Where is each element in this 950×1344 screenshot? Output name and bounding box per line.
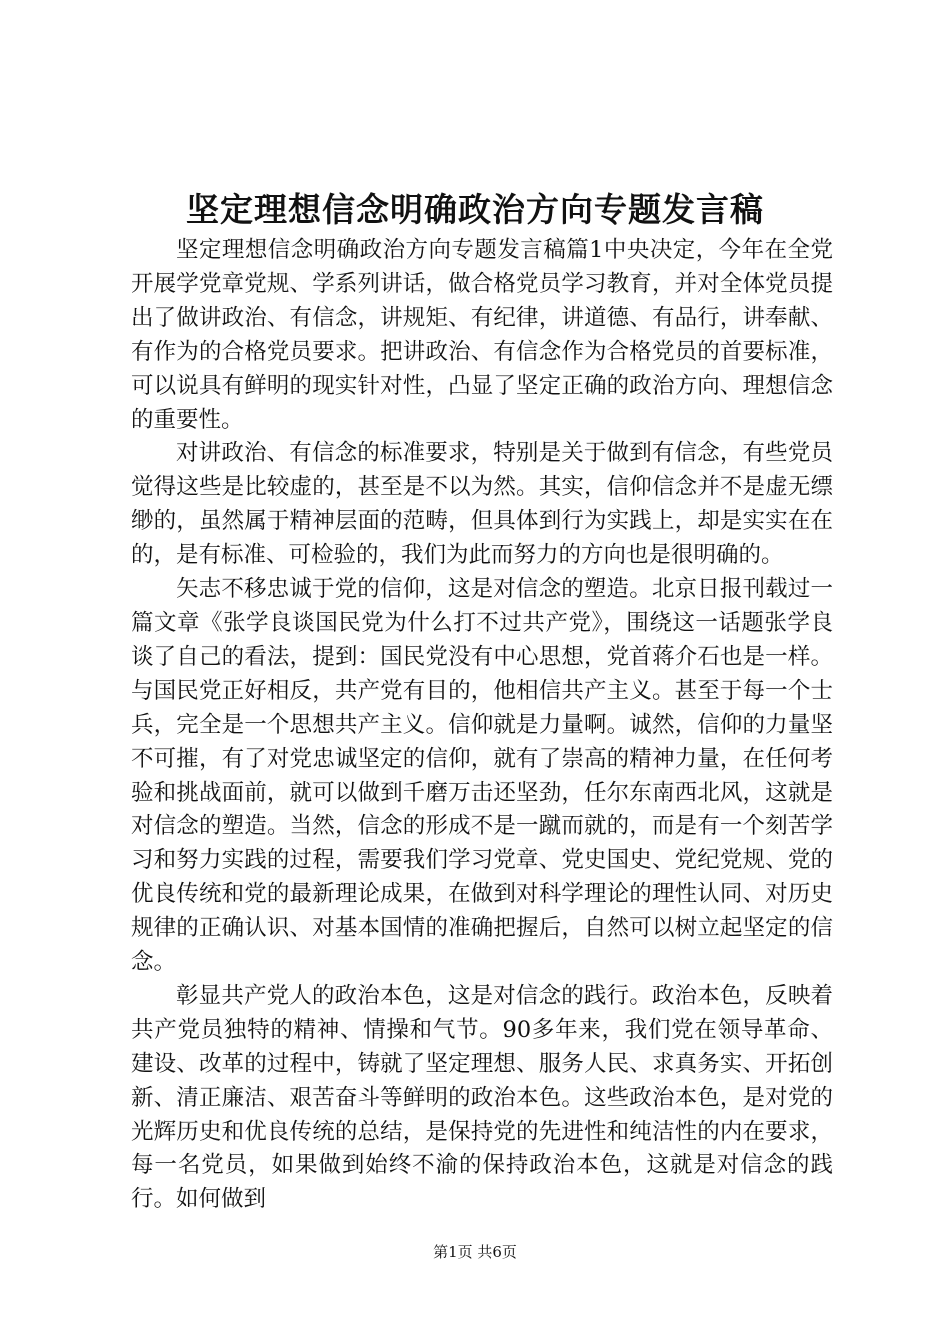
document-body [131,234,833,1217]
paragraph-4: 彰显共产党人的政治本色，这是对信念的践行。政治本色，反映着共产党员独特的精神、情操和气节。90多年来，我们党在领导革命、建设、改革的过程中，铸就了坚定理想、服务人民、求真务实、开拓创新、清正廉洁、艰苦奋斗等鲜明的政治本色。这些政治本色，是对党的光辉历史和优良传统的总结，是保持党的先进性和纯洁性的内在要求，每一名党员，如果做到始终不渝的保持政治本色，这就是对信念的践行。如何做到 [131,982,833,1213]
paragraph-1: 坚定理想信念明确政治方向专题发言稿篇1中央决定，今年在全党开展学党章党规、学系列讲话，做合格党员学习教育，并对全体党员提出了做讲政治、有信念，讲规矩、有纪律，讲道德、有品行，讲奉献、有作为的合格党员要求。把讲政治、有信念作为合格党员的首要标准，可以说具有鲜明的现实针对性，凸显了坚定正确的政治方向、理想信念的重要性。 [131,237,833,433]
document-title: 坚定理想信念明确政治方向专题发言稿 [186,190,764,229]
page-footer: 第1页 共6页 [433,1243,517,1261]
paragraph-3: 矢志不移忠诚于党的信仰，这是对信念的塑造。北京日报刊载过一篇文章《张学良谈国民党为什么打不过共产党》，围绕这一话题张学良谈了自己的看法，提到：国民党没有中心思想，党首蒋介石也是一样。与国民党正好相反，共产党有目的，他相信共产主义。甚至于每一个士兵，完全是一个思想共产主义。信仰就是力量啊。诚然，信仰的力量坚不可摧，有了对党忠诚坚定的信仰，就有了崇高的精神力量，在任何考验和挑战面前，就可以做到千磨万击还坚劲，任尔东南西北风，这就是对信念的塑造。当然，信念的形成不是一蹴而就的，而是有一个刻苦学习和努力实践的过程，需要我们学习党章、党史国史、党纪党规、党的优良传统和党的最新理论成果，在做到对科学理论的理性认同、对历史规律的正确认识、对基本国情的准确把握后，自然可以树立起坚定的信念。 [131,576,833,976]
paragraph-2: 对讲政治、有信念的标准要求，特别是关于做到有信念，有些党员觉得这些是比较虚的，甚至是不以为然。其实，信仰信念并不是虚无缥缈的，虽然属于精神层面的范畴，但具体到行为实践上，却是实实在在的，是有标准、可检验的，我们为此而努力的方向也是很明确的。 [131,440,833,569]
